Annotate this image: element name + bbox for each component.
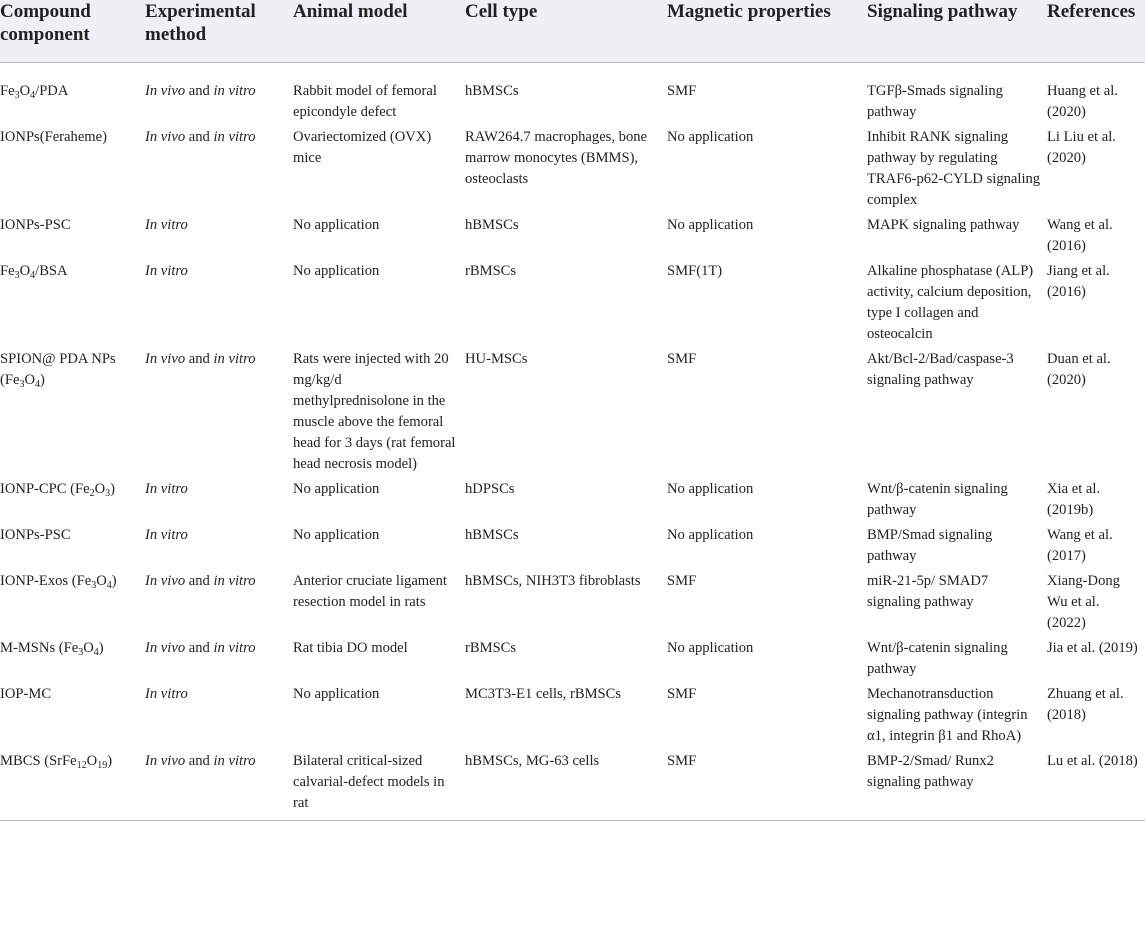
- compound-text: O: [19, 263, 31, 279]
- cell-method: [145, 211, 293, 257]
- cell-signaling-pathway: TGFβ-Smads signaling pathway: [867, 83, 1003, 120]
- table-row: [0, 521, 1145, 567]
- cell-signaling-pathway: BMP/Smad signaling pathway: [867, 527, 993, 564]
- cell-cell-type: hBMSCs, MG-63 cells: [465, 747, 667, 821]
- cell-reference: Duan et al. (2020): [1047, 351, 1111, 388]
- cell-method: [145, 345, 293, 475]
- table-row: [0, 475, 1145, 521]
- compound-text: IONPs-PSC: [0, 217, 71, 233]
- method-in-vitro: in vitro: [213, 640, 256, 656]
- table-row: [0, 345, 1145, 475]
- cell-method: [145, 567, 293, 634]
- cell-compound: [0, 475, 145, 521]
- table-row: [0, 123, 1145, 211]
- table-row: [0, 211, 1145, 257]
- cell-reference: Wang et al. (2017): [1047, 527, 1113, 564]
- compound-subscript: 3: [78, 647, 84, 658]
- table-header: [0, 0, 1145, 63]
- cell-magnetic-properties: No application: [667, 640, 754, 656]
- cell-magnetic-properties: SMF: [667, 83, 697, 99]
- cell-cell-type: HU-MSCs: [465, 351, 528, 367]
- compound-subscript: 4: [106, 580, 112, 591]
- cell-animal-model: No application: [293, 686, 380, 702]
- cell-reference: Jiang et al. (2016): [1047, 263, 1110, 300]
- table-row: [0, 63, 1145, 124]
- method-and: and: [185, 351, 214, 367]
- method-in-vitro: in vitro: [213, 753, 256, 769]
- compound-subscript: 3: [105, 488, 111, 499]
- cell-compound: [0, 123, 145, 211]
- cell-method: [145, 680, 293, 747]
- cell-animal-model: No application: [293, 527, 380, 543]
- compound-subscript: 4: [30, 270, 36, 281]
- cell-compound: [0, 257, 145, 345]
- compound-text: ): [98, 640, 104, 656]
- method-in-vitro: in vitro: [213, 573, 256, 589]
- cell-reference: Lu et al. (2018): [1047, 747, 1145, 821]
- header-references: References: [1047, 0, 1145, 63]
- cell-magnetic-properties: SMF(1T): [667, 263, 723, 279]
- method-in-vivo: In vivo: [145, 640, 186, 656]
- cell-cell-type: hDPSCs: [465, 481, 515, 497]
- header-compound-component: Compound component: [0, 0, 145, 63]
- method-in-vitro: In vitro: [145, 527, 188, 543]
- method-and: and: [185, 753, 214, 769]
- cell-reference: Xia et al. (2019b): [1047, 481, 1101, 518]
- cell-animal-model: Ovariectomized (OVX) mice: [293, 129, 432, 166]
- cell-signaling-pathway: Wnt/β-catenin signaling pathway: [867, 481, 1008, 518]
- cell-cell-type: hBMSCs, NIH3T3 fibroblasts: [465, 573, 641, 589]
- compound-text: ): [40, 372, 45, 388]
- header-cell-type: Cell type: [465, 0, 667, 63]
- cell-animal-model: No application: [293, 217, 380, 233]
- cell-animal-model: Anterior cruciate ligament resection model in rats: [293, 573, 447, 610]
- compound-text: /BSA: [35, 263, 68, 279]
- compound-text: /PDA: [35, 83, 69, 99]
- cell-reference: Xiang-Dong Wu et al. (2022): [1047, 573, 1120, 631]
- compound-text: IONP-CPC (Fe: [0, 481, 90, 497]
- cell-signaling-pathway: Wnt/β-catenin signaling pathway: [867, 640, 1008, 677]
- cell-magnetic-properties: SMF: [667, 747, 867, 821]
- method-and: and: [185, 573, 214, 589]
- cell-magnetic-properties: No application: [667, 527, 754, 543]
- cell-signaling-pathway: MAPK signaling pathway: [867, 217, 1020, 233]
- cell-animal-model: No application: [293, 263, 380, 279]
- compound-subscript: 3: [91, 580, 97, 591]
- compound-text: Fe: [0, 263, 15, 279]
- cell-reference: Zhuang et al. (2018): [1047, 686, 1124, 723]
- table-row: [0, 680, 1145, 747]
- cell-signaling-pathway: Mechanotransduction signaling pathway (integrin α1, integrin β1 and RhoA): [867, 686, 1028, 744]
- cell-signaling-pathway: miR-21-5p/ SMAD7 signaling pathway: [867, 573, 989, 610]
- method-in-vivo: In vivo: [145, 753, 186, 769]
- header-animal-model: Animal model: [293, 0, 465, 63]
- compound-text: IOP-MC: [0, 686, 52, 702]
- compound-subscript: 3: [19, 379, 25, 390]
- cell-method: [145, 521, 293, 567]
- method-in-vitro: In vitro: [145, 686, 188, 702]
- compound-text: O: [86, 753, 98, 769]
- cell-method: [145, 634, 293, 680]
- table-body: [0, 63, 1145, 821]
- method-in-vitro: In vitro: [145, 217, 188, 233]
- cell-compound: [0, 634, 145, 680]
- method-in-vivo: In vivo: [145, 83, 186, 99]
- cell-signaling-pathway: BMP-2/Smad/ Runx2 signaling pathway: [867, 747, 1047, 821]
- compound-text: IONPs-PSC: [0, 527, 71, 543]
- cell-method: [145, 747, 293, 821]
- cell-cell-type: hBMSCs: [465, 83, 519, 99]
- table-row: [0, 634, 1145, 680]
- cell-compound: [0, 521, 145, 567]
- compound-subscript: 4: [30, 90, 36, 101]
- compound-text: MBCS (SrFe: [0, 753, 77, 769]
- compound-subscript: 3: [14, 90, 20, 101]
- compound-text: O: [94, 481, 106, 497]
- compound-text: SPION@ PDA NPs (Fe: [0, 351, 116, 388]
- cell-magnetic-properties: SMF: [667, 351, 697, 367]
- compound-text: IONPs(Feraheme): [0, 129, 107, 145]
- method-in-vitro: In vitro: [145, 481, 188, 497]
- cell-cell-type: hBMSCs: [465, 217, 519, 233]
- table-row: [0, 567, 1145, 634]
- compound-text: ): [107, 753, 113, 769]
- cell-magnetic-properties: SMF: [667, 573, 697, 589]
- compound-text: ): [111, 573, 117, 589]
- method-in-vitro: in vitro: [213, 83, 256, 99]
- cell-magnetic-properties: No application: [667, 217, 754, 233]
- compound-subscript: 12: [76, 760, 87, 771]
- cell-signaling-pathway: Alkaline phosphatase (ALP) activity, calcium deposition, type I collagen and osteocalcin: [867, 263, 1034, 342]
- cell-reference: Li Liu et al. (2020): [1047, 129, 1116, 166]
- compound-text: O: [83, 640, 94, 656]
- compound-subscript: 3: [14, 270, 20, 281]
- cell-reference: Jia et al. (2019): [1047, 640, 1138, 656]
- cell-compound: [0, 747, 145, 821]
- compound-subscript: 4: [35, 379, 41, 390]
- cell-method: [145, 257, 293, 345]
- cell-compound: [0, 345, 145, 475]
- compound-subscript: 19: [97, 760, 108, 771]
- cell-method: [145, 475, 293, 521]
- cell-magnetic-properties: No application: [667, 481, 754, 497]
- cell-animal-model: Rat tibia DO model: [293, 640, 408, 656]
- compound-text: O: [19, 83, 31, 99]
- cell-compound: [0, 567, 145, 634]
- header-signaling-pathway: Signaling pathway: [867, 0, 1047, 63]
- compound-text: IONP-Exos (Fe: [0, 573, 92, 589]
- cell-cell-type: hBMSCs: [465, 527, 519, 543]
- cell-reference: Huang et al. (2020): [1047, 83, 1118, 120]
- cell-compound: [0, 211, 145, 257]
- cell-magnetic-properties: No application: [667, 129, 754, 145]
- method-in-vitro: in vitro: [213, 129, 256, 145]
- compound-text: Fe: [0, 83, 15, 99]
- header-magnetic-properties: Magnetic properties: [667, 0, 867, 63]
- cell-animal-model: Rats were injected with 20 mg/kg/d methylprednisolone in the muscle above the femoral head for 3 days (rat femoral head necrosis model): [293, 351, 456, 472]
- method-and: and: [185, 640, 214, 656]
- compound-text: ): [110, 481, 116, 497]
- method-in-vivo: In vivo: [145, 129, 186, 145]
- method-in-vivo: In vivo: [145, 351, 186, 367]
- compound-text: M-MSNs (Fe: [0, 640, 79, 656]
- cell-cell-type: RAW264.7 macrophages, bone marrow monocytes (BMMS), osteoclasts: [465, 129, 648, 187]
- cell-animal-model: No application: [293, 481, 380, 497]
- table-row: [0, 747, 1145, 821]
- cell-cell-type: MC3T3-E1 cells, rBMSCs: [465, 686, 622, 702]
- cell-method: [145, 123, 293, 211]
- compound-subscript: 2: [89, 488, 95, 499]
- method-in-vitro: In vitro: [145, 263, 188, 279]
- compound-text: O: [96, 573, 107, 589]
- table-row: [0, 257, 1145, 345]
- method-and: and: [185, 129, 214, 145]
- cell-animal-model: Rabbit model of femoral epicondyle defect: [293, 83, 437, 120]
- cell-animal-model: Bilateral critical-sized calvarial-defect models in rat: [293, 747, 465, 821]
- cell-signaling-pathway: Inhibit RANK signaling pathway by regulating TRAF6-p62-CYLD signaling complex: [867, 129, 1041, 208]
- cell-compound: [0, 63, 145, 124]
- method-in-vitro: in vitro: [213, 351, 256, 367]
- cell-method: [145, 63, 293, 124]
- method-and: and: [185, 83, 214, 99]
- cell-magnetic-properties: SMF: [667, 686, 697, 702]
- header-experimental-method: Experimental method: [145, 0, 293, 63]
- compound-text: O: [24, 372, 36, 388]
- cell-compound: [0, 680, 145, 747]
- header-row: [0, 0, 1145, 63]
- cell-cell-type: rBMSCs: [465, 263, 517, 279]
- cell-reference: Wang et al. (2016): [1047, 217, 1113, 254]
- cell-cell-type: rBMSCs: [465, 640, 517, 656]
- method-in-vivo: In vivo: [145, 573, 186, 589]
- cell-signaling-pathway: Akt/Bcl-2/Bad/caspase-3 signaling pathway: [867, 351, 1014, 388]
- compound-subscript: 4: [93, 647, 99, 658]
